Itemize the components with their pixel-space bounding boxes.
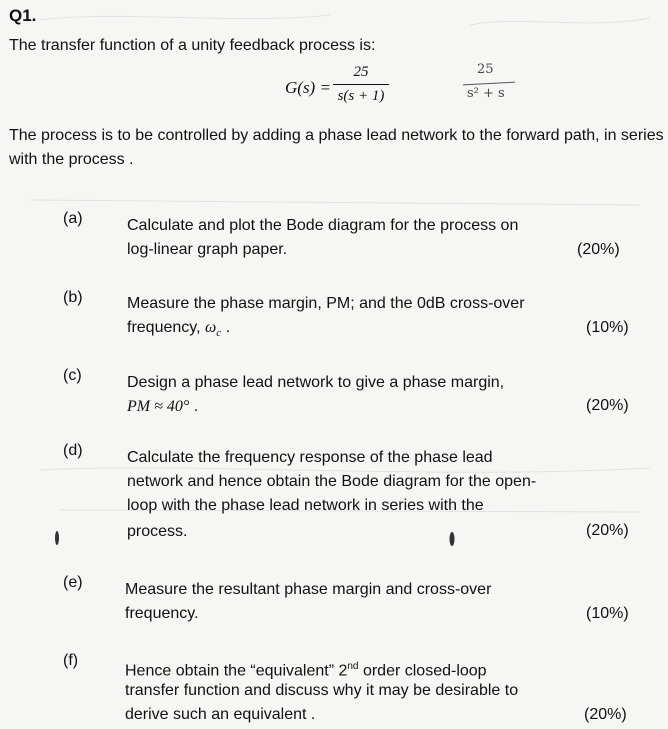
part-f-line-1: Hence obtain the “equivalent” 2nd order closed-loop (125, 661, 487, 680)
part-d-percent: (20%) (586, 522, 629, 539)
omega-subscript: c (216, 327, 222, 340)
part-b-label: (b) (63, 289, 83, 306)
handwritten-denominator: s² + s (467, 86, 505, 101)
part-b-suffix: . (221, 319, 231, 336)
handwritten-bar (463, 82, 515, 86)
formula-lhs: G(s) = (285, 78, 331, 97)
ordinal-superscript: nd (347, 661, 359, 672)
part-c-line-2-wrap (127, 395, 198, 419)
part-c-percent: (20%) (586, 397, 629, 414)
part-a-label: (a) (63, 210, 83, 227)
part-d-line-4: process. (127, 523, 188, 540)
formula-fraction (333, 64, 389, 105)
part-e-line-2: frequency. (125, 605, 199, 622)
part-b-line-2-wrap (127, 316, 230, 345)
question-title: Q1. (9, 6, 37, 25)
part-a-line-1: Calculate and plot the Bode diagram for the process on (127, 217, 519, 234)
part-f-percent: (20%) (584, 706, 627, 723)
part-d-line-3: loop with the phase lead network in series with the (127, 497, 484, 514)
formula-denominator: s(s + 1) (337, 88, 385, 104)
handwritten-numerator: 25 (477, 62, 494, 77)
part-b-line-1: Measure the phase margin, PM; and the 0dB cross-over (127, 295, 525, 312)
fraction-bar (333, 84, 389, 85)
part-e-line-1: Measure the resultant phase margin and cross-over (125, 581, 492, 598)
part-b-math: $\omega_c$ (204, 319, 222, 340)
description-text: The process is to be controlled by adding a phase lead network to the forward path, in series with the process . (9, 127, 664, 168)
part-e-percent: (10%) (586, 605, 629, 622)
part-d-line-2: network and hence obtain the Bode diagram for the open- (127, 473, 537, 490)
part-e-label: (e) (63, 574, 83, 591)
transfer-function (285, 62, 445, 114)
formula-numerator: 25 (353, 64, 369, 80)
intro-text: The transfer function of a unity feedback process is: (9, 37, 376, 54)
part-d-label: (d) (63, 442, 83, 459)
part-b-percent: (10%) (586, 319, 629, 336)
handwritten-note (455, 60, 525, 110)
part-c-math: PM ≈ 40° (127, 398, 190, 415)
part-c-label: (c) (63, 367, 82, 384)
part-a-line-2: log-linear graph paper. (127, 241, 288, 258)
part-f-label: (f) (63, 652, 79, 669)
part-f-line-3: derive such an equivalent . (125, 706, 316, 723)
part-c-line-1: Design a phase lead network to give a phase margin, (127, 374, 505, 391)
part-d-line-1: Calculate the frequency response of the phase lead (127, 449, 493, 466)
part-b-line-2: frequency, (127, 319, 201, 336)
part-a-percent: (20%) (577, 241, 620, 258)
part-f-line-2: transfer function and discuss why it may be desirable to (125, 682, 519, 699)
part-c-suffix: . (189, 398, 199, 415)
